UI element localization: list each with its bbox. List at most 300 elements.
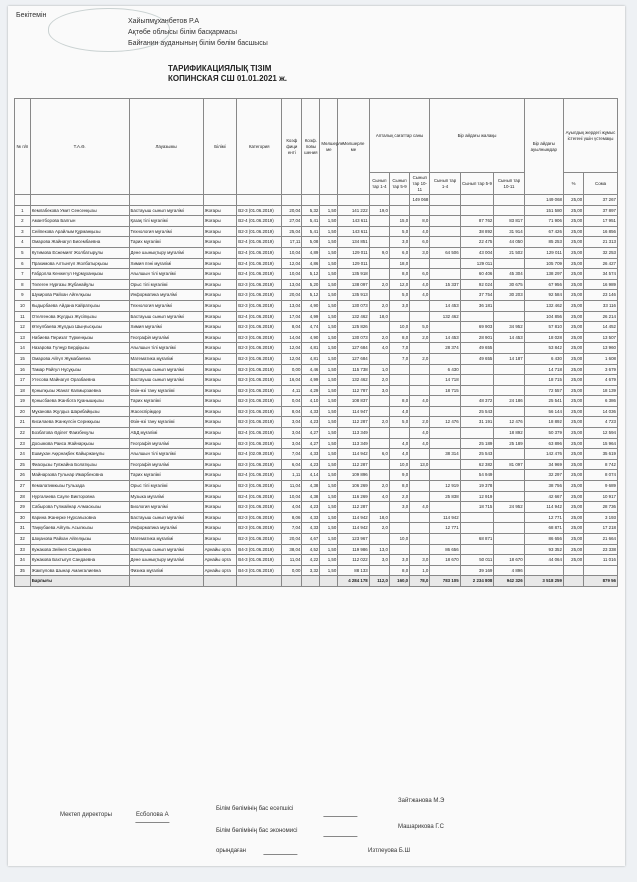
table-cell — [282, 195, 302, 206]
table-row — [15, 216, 618, 227]
table-cell: 8,0 — [389, 396, 409, 407]
table-cell: 5,0 — [389, 226, 409, 237]
table-cell: 16 — [15, 364, 31, 375]
table-cell: 12,04 — [282, 343, 302, 354]
table-cell: 6,0 — [410, 269, 430, 280]
table-cell: 4,0 — [389, 406, 409, 417]
table-cell: Кутимова Есжемият Жолбатырұлы — [30, 247, 129, 258]
table-cell: 29 — [15, 502, 31, 513]
table-cell: 113 349 — [338, 428, 369, 439]
table-row — [15, 438, 618, 449]
document-title — [168, 64, 287, 84]
table-cell — [460, 523, 494, 534]
table-cell: 60 406 — [460, 269, 494, 280]
table-cell — [430, 216, 460, 227]
table-cell: 14,04 — [282, 332, 302, 343]
table-row — [15, 205, 618, 216]
table-cell: Жакпулова Шынар Амангалиевна — [30, 565, 129, 576]
table-cell: 4,89 — [302, 247, 320, 258]
table-cell: В2-3 (01.06.2019) — [237, 300, 282, 311]
table-cell: 12 476 — [494, 417, 524, 428]
table-cell: Тарих мұғалімі — [129, 470, 203, 481]
table-cell — [494, 470, 524, 481]
table-cell: 9 689 — [584, 481, 618, 492]
table-cell: 4 — [15, 237, 31, 248]
table-cell: 4,23 — [302, 502, 320, 513]
table-cell: 5,32 — [302, 205, 320, 216]
table-cell: 132 462 — [338, 311, 369, 322]
table-cell: Кыдырбаева Айдана Кайратқызы — [30, 300, 129, 311]
table-cell: 25,00 — [563, 417, 583, 428]
table-cell: Өзін-өзі тану мұғалімі — [129, 385, 203, 396]
table-cell: В4-3 (01.06.2019) — [237, 555, 282, 566]
table-cell: Төлеген Нұрғазы Жұбанайұлы — [30, 279, 129, 290]
table-cell: 8,0 — [389, 481, 409, 492]
table-cell: 9,0 — [369, 247, 389, 258]
table-cell — [338, 195, 369, 206]
table-cell — [129, 195, 203, 206]
table-cell: 26 — [15, 470, 31, 481]
table-cell: Ағылшын тілі мұғалімі — [129, 343, 203, 354]
table-row — [15, 258, 618, 269]
table-cell — [494, 343, 524, 354]
table-cell — [410, 406, 430, 417]
table-cell: 25,00 — [563, 534, 583, 545]
table-cell: 4,99 — [302, 311, 320, 322]
table-cell: 4,46 — [302, 364, 320, 375]
table-cell: 0,00 — [282, 565, 302, 576]
table-cell — [369, 258, 389, 269]
table-cell: 2,0 — [410, 332, 430, 343]
table-cell: 25,00 — [563, 512, 583, 523]
table-cell — [369, 428, 389, 439]
table-cell: 37 267 — [584, 195, 618, 206]
table-cell: Жоғары — [203, 311, 237, 322]
table-cell: 4,27 — [302, 438, 320, 449]
table-cell: Орыс тілі мұғалімі — [129, 279, 203, 290]
table-cell: 13,0 — [369, 544, 389, 555]
table-cell: 4 679 — [584, 375, 618, 386]
table-cell: 49 655 — [460, 343, 494, 354]
table-cell: Шукирова Райхан Айгелқызы — [30, 290, 129, 301]
table-cell: 1,50 — [320, 502, 338, 513]
table-cell: В2-3 (01.06.2019) — [237, 375, 282, 386]
table-row — [15, 534, 618, 545]
table-cell: 88 133 — [338, 565, 369, 576]
table-cell: 1,50 — [320, 322, 338, 333]
table-cell: Дене шынықтыру мұғалімі — [129, 247, 203, 258]
table-cell: 25 — [15, 459, 31, 470]
table-cell — [369, 438, 389, 449]
table-cell: 36 181 — [460, 300, 494, 311]
table-cell: 85 253 — [524, 237, 563, 248]
document-footer — [8, 798, 625, 866]
table-cell: 30 — [15, 512, 31, 523]
table-cell: 1,50 — [320, 544, 338, 555]
table-cell: Орыс тілі мұғалімі — [129, 481, 203, 492]
table-cell — [563, 565, 583, 576]
table-cell: 15 337 — [430, 279, 460, 290]
table-cell: Кужакова Бахтыгул Сандаевна — [30, 555, 129, 566]
table-cell: Қоныпқызы Жанат Калмырзаевна — [30, 385, 129, 396]
table-cell — [494, 544, 524, 555]
table-cell: 5,12 — [302, 290, 320, 301]
table-cell: 4,0 — [410, 279, 430, 290]
table-cell: 30 203 — [494, 290, 524, 301]
table-cell: 2,0 — [369, 375, 389, 386]
header-salary-rate: Мөлшерле ме — [320, 99, 338, 195]
table-cell: 50 379 — [524, 428, 563, 439]
table-cell: 4,81 — [302, 343, 320, 354]
table-cell: 9 — [15, 290, 31, 301]
table-cell: 11,04 — [282, 481, 302, 492]
table-cell: 11 — [15, 311, 31, 322]
table-cell: 1,50 — [320, 237, 338, 248]
table-cell: 2,0 — [369, 300, 389, 311]
table-cell: 28 901 — [460, 332, 494, 343]
table-cell: 135 913 — [338, 290, 369, 301]
table-row — [15, 247, 618, 258]
table-cell: 1,50 — [320, 438, 338, 449]
table-cell: 37 897 — [584, 205, 618, 216]
table-cell: Утесова Майнагул Оразбаевна — [30, 375, 129, 386]
table-cell: 14 453 — [494, 332, 524, 343]
table-cell: 4,27 — [302, 428, 320, 439]
table-cell — [430, 195, 460, 206]
table-cell: 12,0 — [389, 279, 409, 290]
table-cell: 25,00 — [563, 481, 583, 492]
table-cell: 1,50 — [320, 343, 338, 354]
table-cell: Жоғары — [203, 269, 237, 280]
table-cell: 114 942 — [338, 512, 369, 523]
table-cell: 4,04 — [282, 502, 302, 513]
table-cell: 15,0 — [389, 216, 409, 227]
table-cell — [320, 576, 338, 587]
table-cell: 138 097 — [338, 279, 369, 290]
table-cell — [584, 565, 618, 576]
table-cell: 4,67 — [302, 534, 320, 545]
table-row — [15, 332, 618, 343]
table-cell — [460, 385, 494, 396]
table-cell: 3,04 — [282, 438, 302, 449]
table-cell: 160,0 — [389, 576, 409, 587]
table-cell: 35 619 — [584, 449, 618, 460]
table-cell: Жоғары — [203, 353, 237, 364]
table-cell: 25,00 — [563, 396, 583, 407]
table-cell: 25,00 — [563, 438, 583, 449]
table-cell: 38 314 — [430, 449, 460, 460]
table-cell — [369, 459, 389, 470]
table-cell: 1,50 — [320, 216, 338, 227]
table-cell: 33 116 — [584, 300, 618, 311]
table-cell: 114 942 — [338, 449, 369, 460]
table-cell: 1,50 — [320, 470, 338, 481]
table-cell: Информатика мұғалімі — [129, 523, 203, 534]
table-cell: 27 — [15, 481, 31, 492]
table-cell — [30, 195, 129, 206]
header-category: Категория — [237, 99, 282, 195]
table-cell — [410, 311, 430, 322]
table-cell: Жоғары — [203, 491, 237, 502]
table-cell: Набиева Перизат Түркенқызы — [30, 332, 129, 343]
table-cell: 37 754 — [460, 290, 494, 301]
table-cell: 105 709 — [524, 258, 563, 269]
table-cell — [460, 205, 494, 216]
table-row — [15, 428, 618, 439]
table-cell — [410, 481, 430, 492]
table-cell: 4,0 — [410, 502, 430, 513]
table-cell: 1,50 — [320, 417, 338, 428]
table-cell: 149 068 — [410, 195, 430, 206]
table-cell: Жоғары — [203, 216, 237, 227]
table-cell — [430, 290, 460, 301]
table-cell: 25,00 — [563, 385, 583, 396]
table-cell: 25,00 — [563, 502, 583, 513]
table-cell — [494, 375, 524, 386]
table-cell: 1 — [15, 205, 31, 216]
table-cell: 25,00 — [563, 449, 583, 460]
table-cell: 72 557 — [524, 385, 563, 396]
table-cell: В4-3 (01.06.2019) — [237, 544, 282, 555]
table-row — [15, 396, 618, 407]
table-cell: 3 — [15, 226, 31, 237]
table-cell: Жоғары — [203, 502, 237, 513]
table-cell: 54 949 — [460, 470, 494, 481]
table-cell — [410, 343, 430, 354]
table-cell — [389, 523, 409, 534]
table-cell — [369, 353, 389, 364]
table-cell: 25,00 — [563, 269, 583, 280]
table-cell: 25 541 — [524, 396, 563, 407]
table-cell: Өзін-өзі тану мұғалімі — [129, 417, 203, 428]
table-cell: 25,00 — [563, 555, 583, 566]
table-cell — [494, 300, 524, 311]
table-cell: 44 064 — [524, 555, 563, 566]
table-cell — [389, 375, 409, 386]
header-total-month: Бір айдағы ауылнымдар — [524, 99, 563, 195]
table-cell: 18 715 — [430, 385, 460, 396]
approver-block — [128, 16, 268, 49]
table-cell — [369, 396, 389, 407]
table-cell: 14 718 — [430, 375, 460, 386]
dept-head-signature-icon — [323, 800, 363, 817]
table-cell: Технология мұғалімі — [129, 226, 203, 237]
header-rural-bonus: Ауылдық жердегі жұмыс істегені үшін үстемақы — [563, 99, 617, 173]
table-cell: 10 917 — [584, 491, 618, 502]
table-row — [15, 544, 618, 555]
table-cell: 6 430 — [430, 364, 460, 375]
table-cell — [430, 205, 460, 216]
table-cell: 42 667 — [524, 491, 563, 502]
table-cell — [410, 491, 430, 502]
table-cell: Карина Жанерке Нұрсағызовна — [30, 512, 129, 523]
table-cell: 21 313 — [584, 237, 618, 248]
table-cell: 1,50 — [320, 247, 338, 258]
table-cell: В2-3 (01.06.2019) — [237, 523, 282, 534]
table-cell: Жоғары — [203, 290, 237, 301]
table-cell: 10,0 — [389, 459, 409, 470]
table-cell: Фиасқызы Гулжайна Болатқызы — [30, 459, 129, 470]
table-cell: 4,10 — [302, 396, 320, 407]
table-cell: Жоғары — [203, 332, 237, 343]
table-cell: В2-4 (01.06.2019) — [237, 237, 282, 248]
table-cell: 25 189 — [460, 438, 494, 449]
table-cell: В2-4 (01.06.2019) — [237, 258, 282, 269]
total-row — [15, 576, 618, 587]
table-cell: 8,06 — [282, 512, 302, 523]
table-cell: Бастауыш сынып мұғалімі — [129, 375, 203, 386]
table-cell: 4,0 — [410, 438, 430, 449]
table-cell: 4,99 — [302, 375, 320, 386]
table-cell: 24 952 — [494, 502, 524, 513]
table-cell: Отелгенова Жұлдыз Жүсіпқызы — [30, 311, 129, 322]
table-cell: 1,50 — [320, 375, 338, 386]
table-cell: 18,0 — [389, 258, 409, 269]
table-cell — [410, 544, 430, 555]
table-cell: Арнайы орта — [203, 565, 237, 576]
table-cell: 24 186 — [494, 396, 524, 407]
table-cell: 1,50 — [320, 269, 338, 280]
table-cell — [430, 396, 460, 407]
document-header — [8, 6, 625, 96]
table-cell: 112 787 — [338, 385, 369, 396]
table-cell: Жоғары — [203, 258, 237, 269]
table-cell: Амантборова Балгын — [30, 216, 129, 227]
table-cell: 4,0 — [410, 428, 430, 439]
table-cell: 78,0 — [410, 576, 430, 587]
economist-label: Білім бөлімінің бас экономисі — [216, 828, 298, 834]
table-cell: Омарова Айгүл Жұмабаевна — [30, 353, 129, 364]
table-cell: Бастауыш сынып мұғалімі — [129, 205, 203, 216]
table-cell: 127 684 — [338, 343, 369, 354]
table-cell: 43 004 — [460, 247, 494, 258]
director-name: Есболова А — [136, 812, 169, 818]
table-row — [15, 459, 618, 470]
table-cell: 25,00 — [563, 406, 583, 417]
table-cell: 38,04 — [282, 544, 302, 555]
table-cell: 21 502 — [494, 247, 524, 258]
table-cell: Кемлабекова Умит Сенсенқызы — [30, 205, 129, 216]
table-cell: 114 942 — [524, 502, 563, 513]
table-cell: 18 028 — [524, 332, 563, 343]
table-cell: Ағылшын тілі мұғалімі — [129, 449, 203, 460]
table-cell: Жоғары — [203, 279, 237, 290]
table-cell — [369, 195, 389, 206]
table-cell: 108 837 — [338, 396, 369, 407]
table-cell: 17,04 — [282, 311, 302, 322]
table-cell: 1,50 — [320, 459, 338, 470]
table-cell: Жоғары — [203, 449, 237, 460]
table-cell: 14 453 — [430, 300, 460, 311]
table-cell: 1,50 — [320, 226, 338, 237]
table-cell: 10,0 — [389, 322, 409, 333]
table-cell: Жоғары — [203, 512, 237, 523]
table-cell: Информатика мұғалімі — [129, 290, 203, 301]
table-cell: Бастауыш сынып мұғалімі — [129, 544, 203, 555]
table-cell: 4 284 178 — [338, 576, 369, 587]
table-cell: 31 — [15, 523, 31, 534]
table-cell: 132 462 — [524, 300, 563, 311]
table-cell: 130 073 — [338, 300, 369, 311]
table-cell: 87 762 — [460, 216, 494, 227]
table-cell: 2 234 808 — [460, 576, 494, 587]
table-cell: В2-3 (01.06.2019) — [237, 279, 282, 290]
table-cell — [430, 353, 460, 364]
table-cell — [282, 576, 302, 587]
table-cell: 31 914 — [494, 226, 524, 237]
table-cell — [369, 226, 389, 237]
table-cell: 3,0 — [369, 555, 389, 566]
header-sum: Сома — [584, 173, 618, 195]
table-cell: 4 896 — [494, 565, 524, 576]
table-cell: 5,12 — [302, 269, 320, 280]
header-salary-1-4: Сынып тар 1-4 — [430, 173, 460, 195]
table-cell: 114 942 — [338, 523, 369, 534]
table-cell: 13,04 — [282, 279, 302, 290]
table-cell: В2-4 (01.06.2019) — [237, 491, 282, 502]
table-cell: 135 918 — [338, 269, 369, 280]
table-cell: 18,0 — [369, 311, 389, 322]
table-cell: Бастауыш сынып мұғалімі — [129, 364, 203, 375]
table-cell: 25,00 — [563, 311, 583, 322]
table-cell: 18 892 — [524, 417, 563, 428]
table-cell: В2-3 (01.06.2019) — [237, 205, 282, 216]
table-cell: 71 906 — [524, 216, 563, 227]
table-cell: 24 — [15, 449, 31, 460]
dept-head-name: Зайтжанова М.Э — [398, 798, 445, 804]
table-cell: 11,04 — [282, 555, 302, 566]
table-cell — [389, 195, 409, 206]
table-cell: В2-3 (01.06.2019) — [237, 534, 282, 545]
table-cell: 17 218 — [584, 523, 618, 534]
table-cell: 67 956 — [524, 279, 563, 290]
table-cell — [430, 406, 460, 417]
table-cell: 32 297 — [524, 470, 563, 481]
table-cell — [430, 470, 460, 481]
table-cell: Жоғары — [203, 364, 237, 375]
table-cell: 18,0 — [369, 512, 389, 523]
table-row — [15, 226, 618, 237]
table-cell — [389, 364, 409, 375]
table-cell — [369, 565, 389, 576]
table-cell: 2,0 — [369, 332, 389, 343]
table-cell: 12 919 — [460, 491, 494, 502]
table-cell: 783 105 — [430, 576, 460, 587]
table-cell: 114 947 — [338, 406, 369, 417]
table-cell: 115 738 — [338, 364, 369, 375]
table-cell: 25,00 — [563, 491, 583, 502]
table-cell: 10,04 — [282, 247, 302, 258]
table-cell: 25,00 — [563, 375, 583, 386]
table-cell: 33 — [15, 544, 31, 555]
table-cell — [460, 428, 494, 439]
table-cell: В2-3 (01.06.2019) — [237, 396, 282, 407]
table-cell: 3,0 — [410, 247, 430, 258]
table-cell — [494, 491, 524, 502]
table-cell: 67 426 — [524, 226, 563, 237]
table-cell: 1,50 — [320, 481, 338, 492]
table-cell: 25,00 — [563, 300, 583, 311]
table-cell: 138 297 — [524, 269, 563, 280]
table-cell — [369, 237, 389, 248]
table-cell: 32 — [15, 534, 31, 545]
table-cell: 25,00 — [563, 523, 583, 534]
table-cell — [369, 470, 389, 481]
table-cell: Назарова Гүлнұр Бердіқызы — [30, 343, 129, 354]
table-cell: 1,50 — [320, 353, 338, 364]
table-cell — [410, 449, 430, 460]
table-cell: 129 011 — [338, 258, 369, 269]
